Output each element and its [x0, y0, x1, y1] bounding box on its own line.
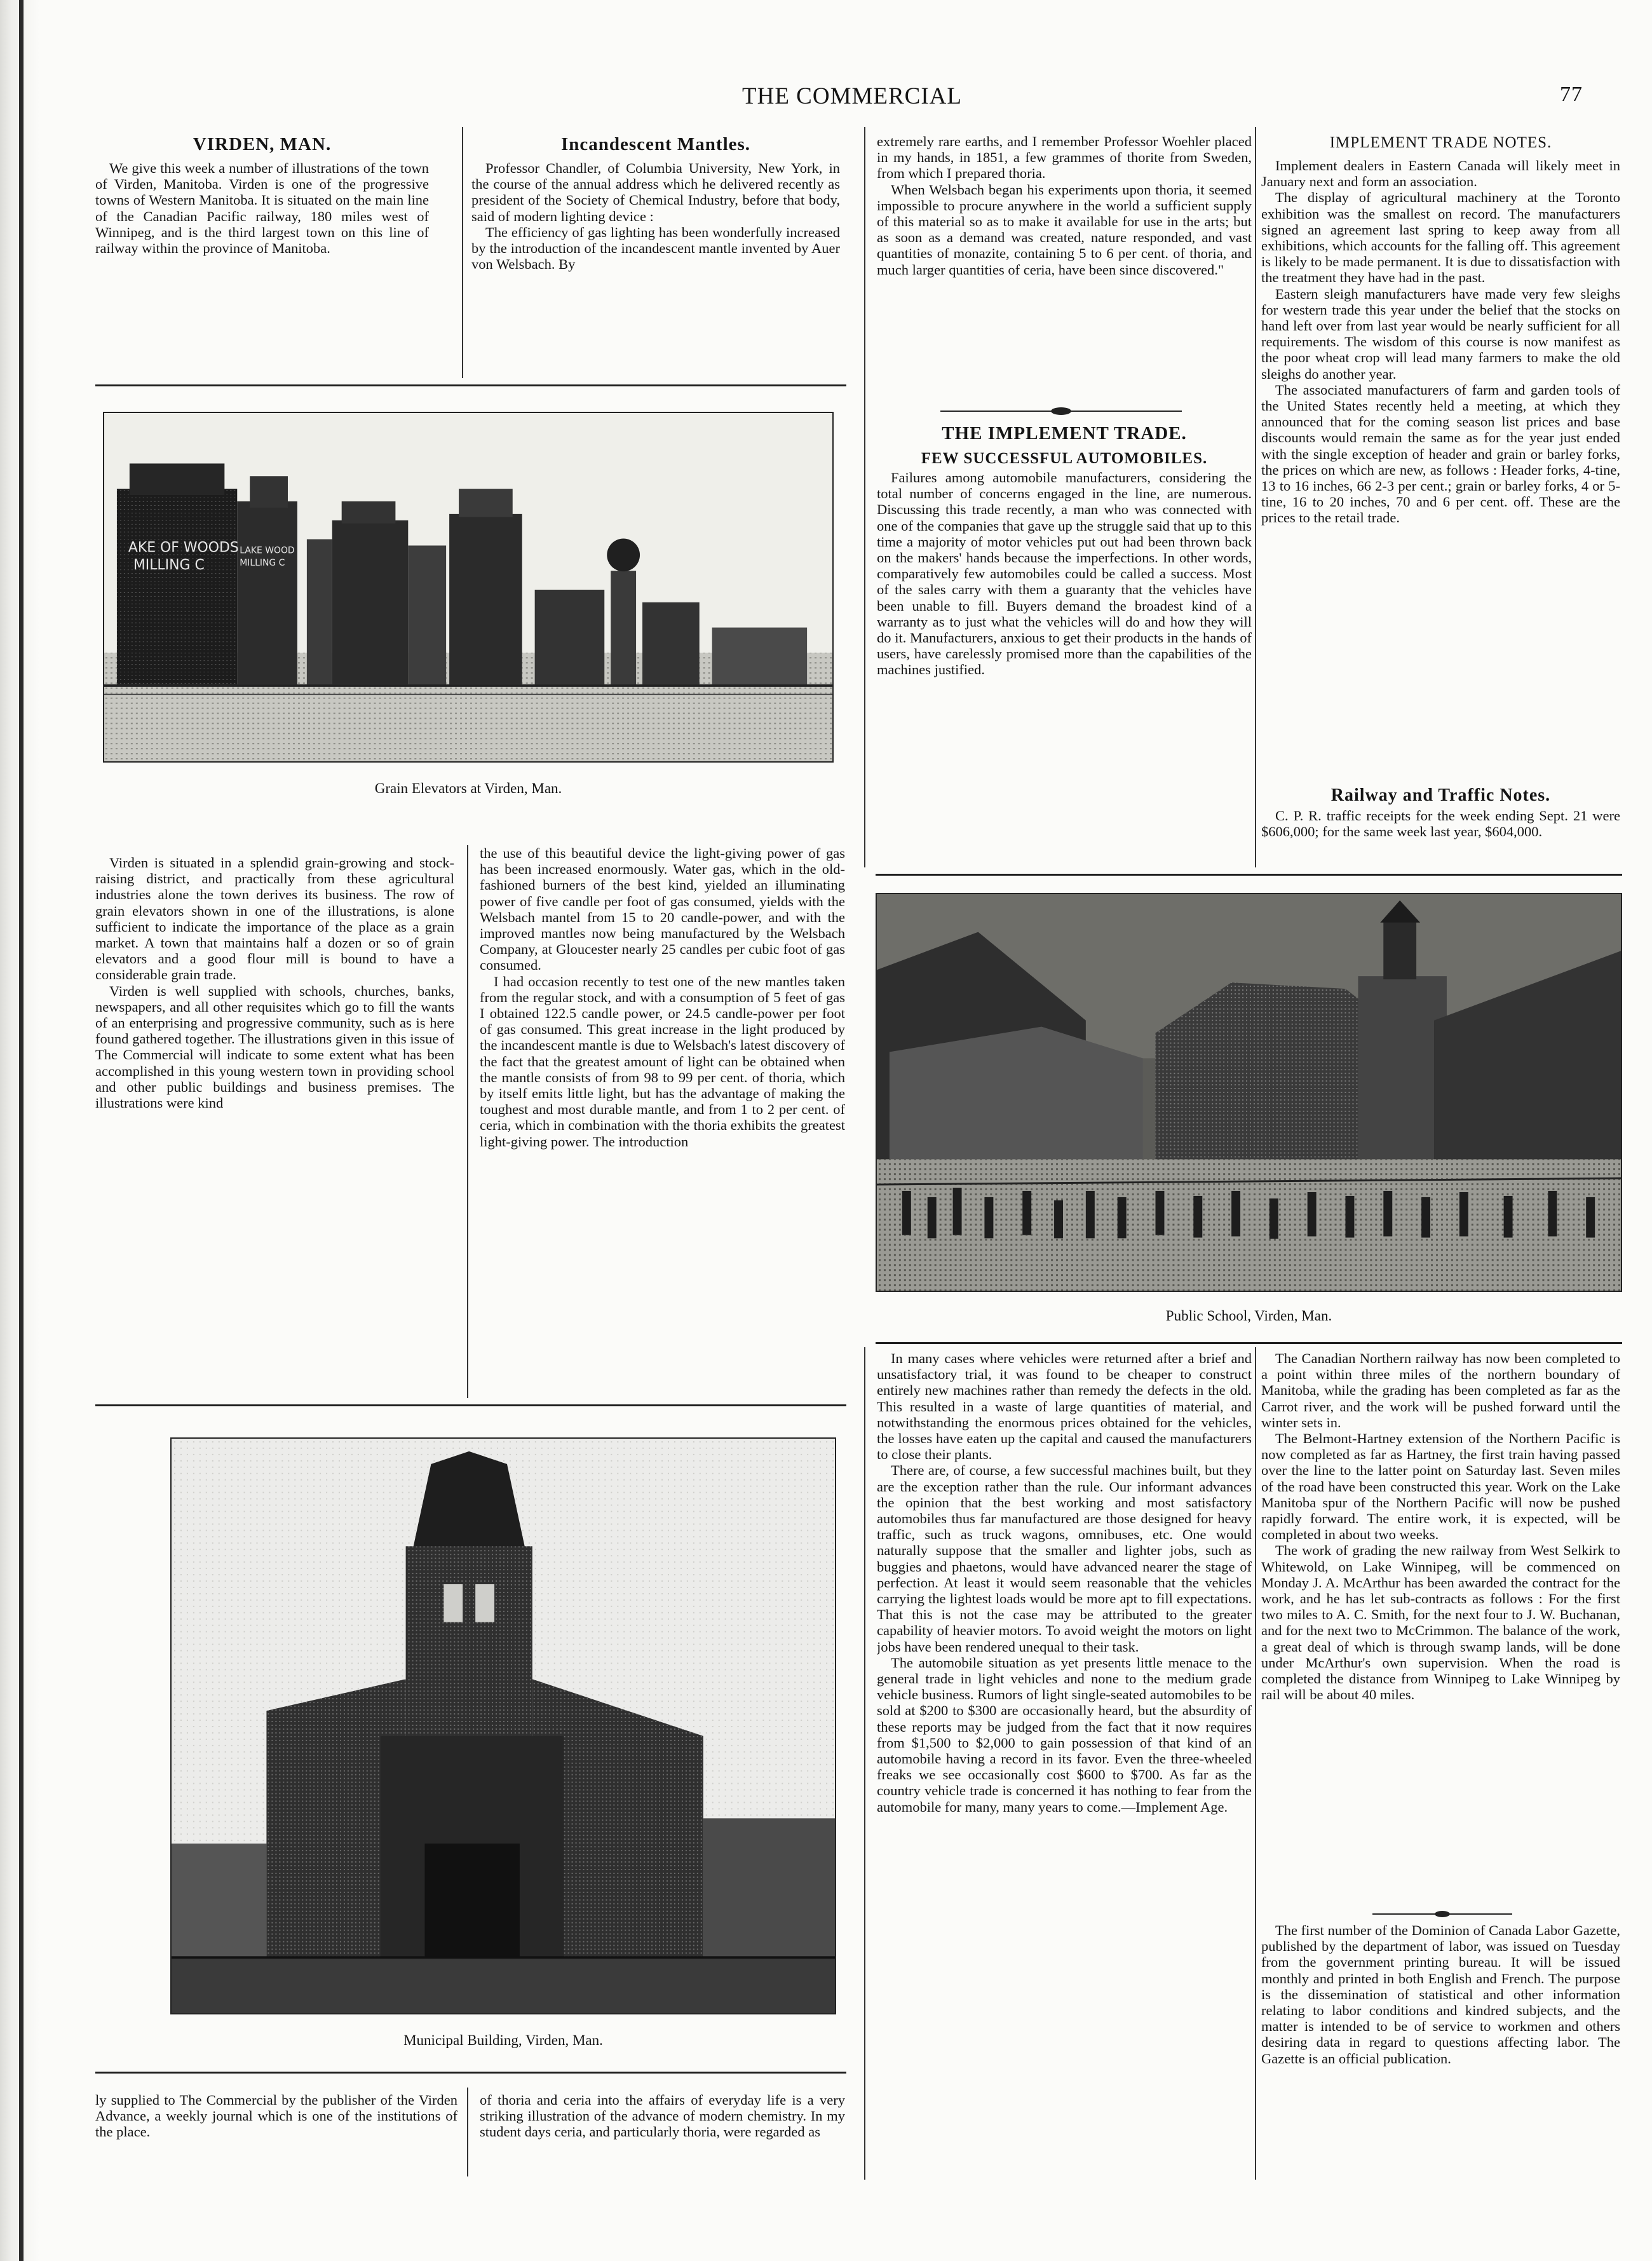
mantles-paragraph-2: The efficiency of gas lighting has been wonderfully increased by the introduction of the incandescent mantle invented by Auer von Welsbach. By: [471, 224, 840, 273]
virden-heading: VIRDEN, MAN.: [193, 134, 332, 154]
implement-trade-continued: [877, 1350, 1252, 2176]
column-separator-4: [467, 845, 468, 1398]
virden-paragraph-2: Virden is situated in a splendid grain-growing and stock-raising district, and practically from these agricultural industries alone the town derives its business. The row of grain elevators shown in one of the illustrations, is alone sufficient to indicate the importance of the place as a grain market. A town that maintains half a dozen or so of grain elevators and a good flour mill is bound to have a considerable grain trade.: [95, 855, 454, 983]
divider-ornament: [940, 407, 1182, 416]
page-binding-line: [19, 0, 24, 2261]
mantles-article-middle: [480, 845, 845, 1401]
column-separator-6: [1255, 1347, 1256, 2180]
implement-notes-paragraph-2: The display of agricultural machinery at the Toronto exhibition was the smallest on record. The manufacturers signed an agreement last spring to keep away from all exhibitions, which accounts for the falling off. This agreement is likely to be made permanent. It is due to dissatisfaction with the treatment they have had in the past.: [1261, 189, 1620, 286]
railway-paragraph-2: The Canadian Northern railway has now been completed to a point within three miles of the northern boundary of Manitoba, while the grading has been completed as far as the Carrot river, and the work will be pushed forward until the winter sets in.: [1261, 1350, 1620, 1430]
mantles-heading: Incandescent Mantles.: [560, 134, 751, 154]
implement-trade-paragraph-3: There are, of course, a few successful machines built, but they are the exception rather than the rule. Our informant advances the opinion that the best working and most satisfactory automobiles thus far manufactured are those designed for heavy traffic, such as truck wagons, omnibuses, etc. One would naturally suppose that the smaller and lighter jobs, such as buggies and phaetons, would have advanced nearer the stage of perfection. At least it would seem reasonable that the vehicles carrying the lightest loads would be more apt to fill expectations. That this is not the case may be attributed to the greater capability of heavier motors. To avoid weight the motors on light jobs have been rendered unequal to their task.: [877, 1462, 1252, 1655]
rule-above-municipal: [876, 1342, 1622, 1344]
implement-trade-paragraph-4: The automobile situation as yet presents little menace to the general trade in light vehicles and none to the medium grade vehicle business. Rumors of light single-seated automobiles to be sold at $200 to $300 are occasionally heard, but the absurdity of these reports may be judged from the fact that it now requires from $1,500 to $2,000 to gain possession of that kind of an automobile having a record in its favor. Even the three-wheeled freaks we see occasionally cost $600 to $700. As far as the country vehicle trade is concerned it has nothing to fear from the automobile for many, many years to come.—Implement Age.: [877, 1654, 1252, 1815]
mantles-paragraph-7: When Welsbach began his experiments upon thoria, it seemed impossible to procure anywhere in the world a sufficient supply of this material so as to make it available for use in the arts; but as soon as a demand was created, nature responded, and vast quantities of monazite, containing 5 to 6 per cent. of thoria, and much larger quantities of ceria, have been since discovered.": [877, 181, 1252, 278]
masthead-title: THE COMMERCIAL: [742, 83, 962, 109]
railway-paragraph-4: The work of grading the new railway from West Selkirk to Whitewold, on Lake Winnipeg, will be commenced on Monday J. A. McArthur has been awarded the contract for the work, and he has let sub-contracts as follows : For the first two miles to A. C. Smith, for the next four to J. W. Buchanan, and for the next two to McCrimmon. The balance of the work, a great deal of which is through swamp lands, will be done under McArthur's own supervision. When the road is completed the distance from Winnipeg to Lake Winnipeg by rail will be about 40 miles.: [1261, 1542, 1620, 1703]
mantles-article-top: [471, 133, 840, 375]
rule-mid-left: [95, 1404, 846, 1406]
rule-above-school: [876, 874, 1622, 876]
automobiles-subheading: FEW SUCCESSFUL AUTOMOBILES.: [921, 450, 1208, 467]
railway-heading: Railway and Traffic Notes.: [1330, 785, 1551, 805]
virden-article-bottom: [95, 2092, 457, 2175]
implement-trade-article: [877, 423, 1252, 861]
page-number: 77: [1560, 83, 1583, 106]
implement-notes-article: [1261, 133, 1620, 782]
elevator-sign-text-1: AKE OF WOODS: [128, 540, 239, 556]
virden-paragraph-4: ly supplied to The Commercial by the publisher of the Virden Advance, a weekly journal which is one of the institutions of the place.: [95, 2092, 457, 2140]
mantles-paragraph-4: I had occasion recently to test one of the new mantles taken from the regular stock, and with a consumption of 5 feet of gas I obtained 122.5 candle power, or 24.5 candle-power per foot of gas consumed. This great increase in the light produced by the incandescent mantle is due to Welsbach's latest discovery of the fact that the greatest amount of light can be obtained when the mantle consists of from 98 to 99 per cent. of thoria, which by itself emits little light, but has the advantage of making the toughest and most durable mantle, and from 1 to 2 per cent. of ceria, which in combination with the thoria exhibits the greatest light-giving power. The introduction: [480, 973, 845, 1150]
elevator-sign-text-3: LAKE WOOD: [240, 545, 295, 556]
rule-bottom-left: [95, 2072, 846, 2074]
mantles-paragraph-5: of thoria and ceria into the affairs of everyday life is a very striking illustration of the advance of modern chemistry. In my student days ceria, and particularly thoria, were regarded as: [480, 2092, 845, 2140]
mantles-article-continued: [877, 133, 1252, 400]
column-separator-7: [467, 2088, 468, 2176]
labor-gazette-article: [1261, 1922, 1620, 2176]
mantles-paragraph-6: extremely rare earths, and I remember Professor Woehler placed in my hands, in 1851, a few grammes of thorite from Sweden, from which I prepared thoria.: [877, 133, 1252, 182]
railway-notes-continued: [1261, 1350, 1620, 1999]
implement-notes-paragraph-1: Implement dealers in Eastern Canada will likely meet in January next and form an association.: [1261, 158, 1620, 190]
virden-article-top: [95, 133, 429, 375]
railway-paragraph-1: C. P. R. traffic receipts for the week ending Sept. 21 were $606,000; for the same week last year, $604,000.: [1261, 808, 1620, 840]
rule-above-elevators: [95, 384, 846, 386]
grain-elevators-caption: Grain Elevators at Virden, Man.: [374, 780, 562, 796]
implement-trade-paragraph-1: Failures among automobile manufacturers, considering the total number of concerns engaged in the line, are numerous. Discussing this trade recently, a man who was connected with one of the companies that gave up the struggle said that up to this time a majority of motor vehicles put out had been thrown back on the makers' hands because the imperfections. In other words, comparatively few automobiles could be called a success. Most of the sales carry with them a guaranty that the vehicles have been unable to fill. Buyers demand the broadest kind of a warranty as to just what the vehicles will do and how they will do it. Manufacturers, anxious to get their products in the hands of users, have carelessly promised more than the capabilities of the machines justified.: [877, 470, 1252, 678]
railway-paragraph-3: The Belmont-Hartney extension of the Northern Pacific is now completed as far as Hartney, the first train having passed over the line to the latter point on Saturday last. Seven miles of the road have been constructed this year. Work on the Lake Manitoba spur of the Northern Pacific will now be pushed rapidly forward. The entire work, it is expected, will be completed in about two weeks.: [1261, 1430, 1620, 1543]
column-separator-5: [864, 1347, 865, 2180]
municipal-building-caption: Municipal Building, Virden, Man.: [403, 2032, 603, 2048]
divider-ornament-right: [1372, 1910, 1512, 1918]
elevator-sign-text-4: MILLING C: [240, 558, 285, 569]
implement-trade-heading: THE IMPLEMENT TRADE.: [942, 423, 1187, 444]
column-separator-1: [462, 127, 463, 378]
implement-trade-paragraph-2: In many cases where vehicles were returned after a brief and unsatisfactory trial, it was found to be cheaper to construct entirely new machines rather than remedy the defects in the old. This resulted in a waste of large quantities of material, and notwithstanding the enormous prices obtained for the vehicles, the losses have eaten up the capital and caused the manufacturers to close their plants.: [877, 1350, 1252, 1463]
mantles-article-bottom: [480, 2092, 845, 2175]
implement-notes-paragraph-3: Eastern sleigh manufacturers have made very few sleighs for western trade this year under the belief that the stocks on hand left over from last year would be nearly sufficient for all requirements. The wisdom of this course is now manifest as the poor wheat crop will lead many farmers to make the old sleighs do another year.: [1261, 285, 1620, 382]
virden-article-middle: [95, 855, 454, 1401]
grain-elevators-photo: [103, 412, 834, 763]
mantles-paragraph-3: the use of this beautiful device the light-giving power of gas has been increased enormously. Water gas, which in the old-fashioned burners of the best kind, yielded an illuminating power of five candle per foot of gas consumed, yields with the Welsbach mantel from 15 to 20 candle-power, and with the improved mantles now being manufactured by the Welsbach Company, at Gloucester nearly 25 candles per cubic foot of gas consumed.: [480, 845, 845, 974]
implement-notes-heading: IMPLEMENT TRADE NOTES.: [1329, 134, 1552, 151]
railway-notes-top: [1261, 785, 1620, 867]
column-separator-3: [1255, 127, 1256, 867]
public-school-caption: Public School, Virden, Man.: [1165, 1308, 1332, 1324]
column-separator-2: [864, 127, 865, 867]
virden-paragraph-3: Virden is well supplied with schools, churches, banks, newspapers, and all other requisites which go to fill the wants of an enterprising and progressive community, such as is here found gathered together. The illustrations given in this issue of The Commercial will indicate to some extent what has been accomplished in this young western town in providing school and other public buildings and business premises. The illustrations were kind: [95, 982, 454, 1111]
elevator-sign-text-2: MILLING C: [133, 557, 205, 574]
public-school-photo: [876, 893, 1622, 1292]
virden-paragraph-1: We give this week a number of illustrations of the town of Virden, Manitoba. Virden is one of the progressive towns of Western Manitoba. It is situated on the main line of the Canadian Pacific railway, 180 miles west of Winnipeg, and is the third largest town on this line of railway within the province of Manitoba.: [95, 160, 429, 257]
implement-notes-paragraph-4: The associated manufacturers of farm and garden tools of the United States recently held a meeting, at which they announced that for the coming season list prices and base discounts would remain the same as for the year just ended with the single exception of header and grain or barley forks, the prices on which are new, as follows : Header forks, 4-tine, 13 to 16 inches, 66 2-3 per cent.; grain or barley forks, 4 or 5-tine, 16 to 20 inches, 70 and 6 per cent. off. These are the prices to the retail trade.: [1261, 381, 1620, 526]
municipal-building-photo: [170, 1437, 836, 2014]
mantles-paragraph-1: Professor Chandler, of Columbia University, New York, in the course of the annual address which he delivered recently as president of the Society of Chemical Industry, before that body, said of modern lighting device :: [471, 160, 840, 224]
labor-paragraph-1: The first number of the Dominion of Canada Labor Gazette, published by the department of labor, was issued on Tuesday from the government printing bureau. It will be issued monthly and printed in both English and French. The purpose is the dissemination of statistical and other information relating to labor conditions and kindred subjects, and the matter is intended to be of service to workmen and others desiring data in regard to questions affecting labor. The Gazette is an official publication.: [1261, 1922, 1620, 2067]
